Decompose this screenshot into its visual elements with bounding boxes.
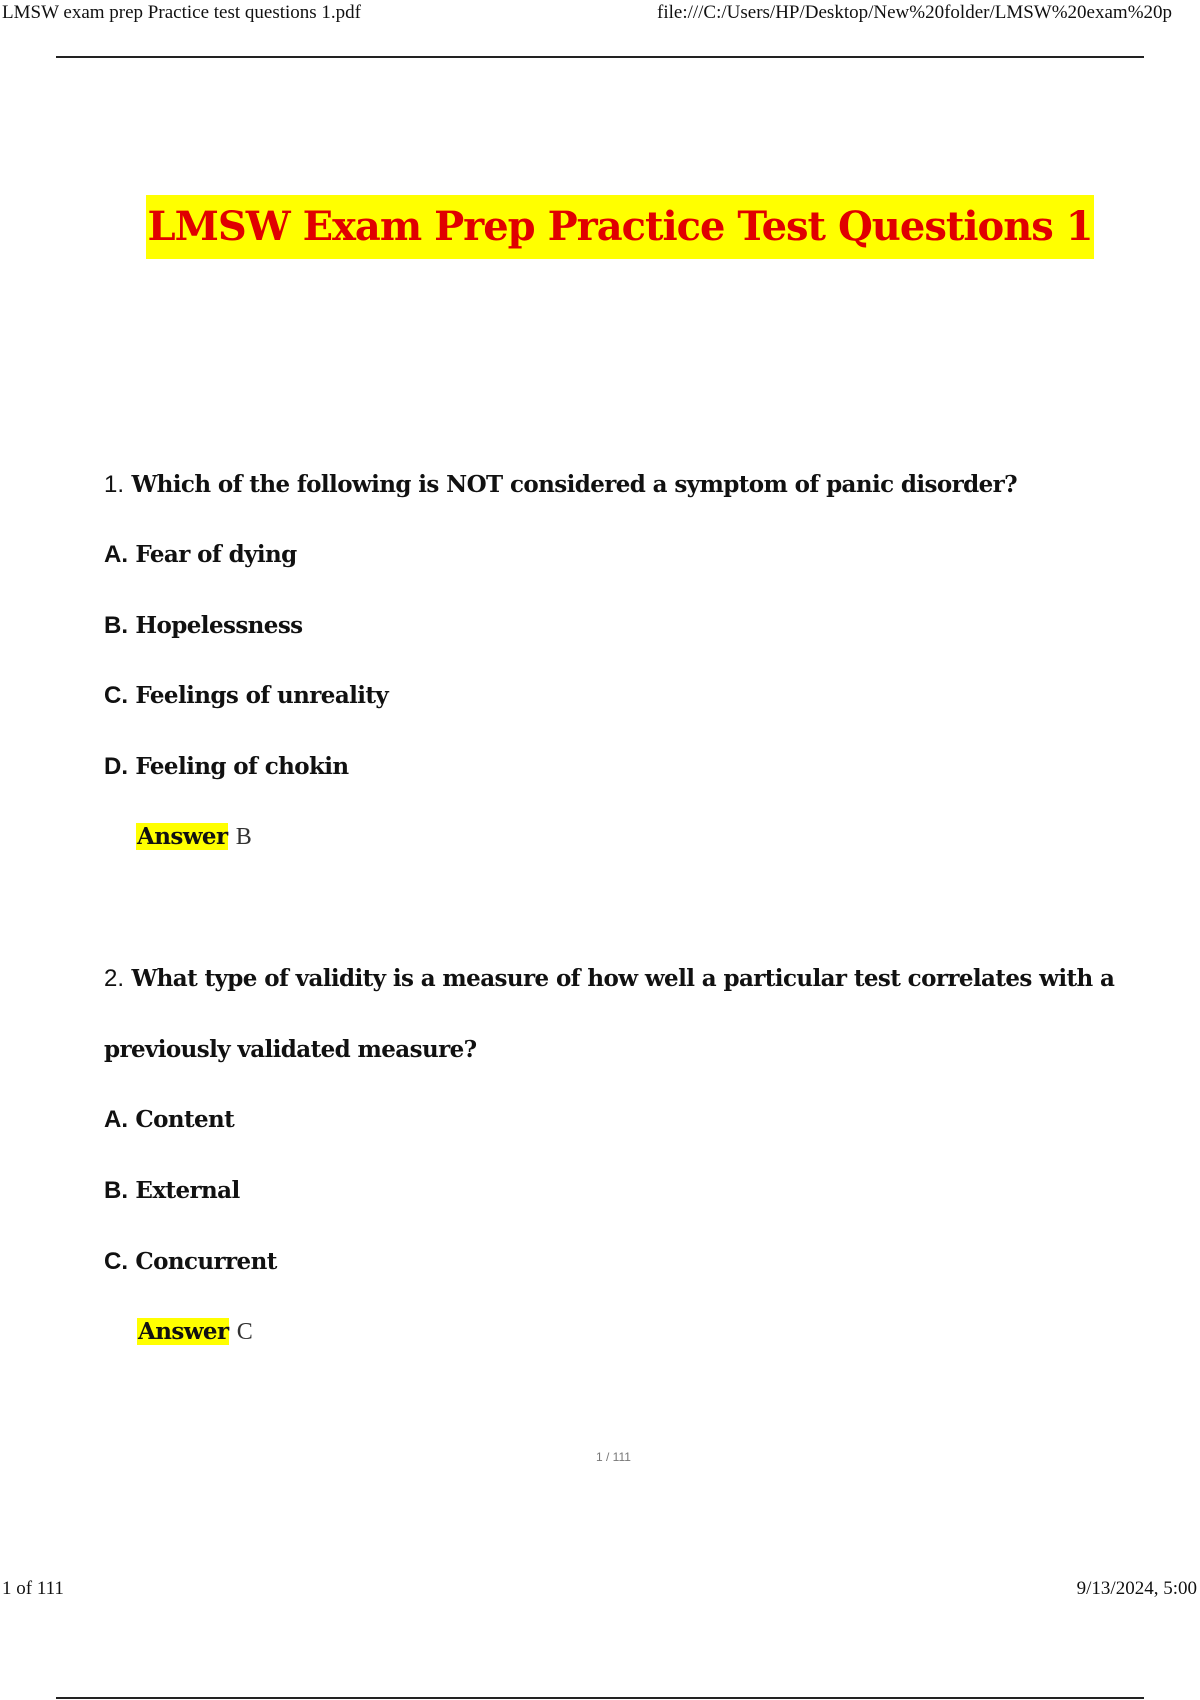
header-divider: [56, 56, 1144, 58]
question-1-answer: [136, 823, 252, 851]
question-2-answer: [137, 1318, 253, 1346]
question-2-option-a: [104, 1106, 234, 1134]
option-text: Concurrent: [135, 1248, 277, 1275]
question-2-line-2: previously validated measure?: [104, 1036, 477, 1063]
question-1-option-c: [104, 682, 388, 710]
question-1-option-d: [104, 753, 349, 781]
question-2-line-1: What type of validity is a measure of how well a particular test correlates with a: [131, 965, 1115, 992]
question-2-number: 2.: [104, 965, 125, 992]
page-indicator: 1 / 111: [596, 1450, 631, 1464]
option-letter: C.: [104, 1248, 128, 1275]
print-footer-datetime: 9/13/2024, 5:00: [1076, 1578, 1197, 1599]
option-letter: B.: [104, 612, 128, 639]
question-2-option-c: [104, 1248, 277, 1276]
document-title-container: [0, 195, 1200, 259]
question-1-line-1: Which of the following is NOT considered a symptom of panic disorder?: [131, 471, 1018, 498]
question-1-option-b: [104, 612, 303, 640]
option-text: Feeling of chokin: [135, 753, 349, 780]
question-1-number: 1.: [104, 471, 125, 498]
question-2-option-b: [104, 1177, 240, 1205]
answer-value: C: [236, 1319, 253, 1345]
option-letter: D.: [104, 753, 128, 780]
question-1-option-a: [104, 541, 297, 569]
print-footer-page-count: 1 of 111: [2, 1578, 64, 1599]
answer-value: B: [235, 824, 252, 850]
question-2-text: [104, 965, 1114, 993]
option-text: Feelings of unreality: [135, 682, 389, 709]
option-letter: C.: [104, 682, 128, 709]
option-letter: A.: [104, 541, 128, 568]
option-text: Hopelessness: [135, 612, 303, 639]
answer-label: Answer: [138, 1318, 229, 1345]
option-letter: A.: [104, 1106, 128, 1133]
question-2-text-continued: [104, 1036, 477, 1063]
option-text: Content: [135, 1106, 235, 1133]
footer-divider: [56, 1697, 1144, 1699]
option-text: Fear of dying: [135, 541, 297, 568]
option-letter: B.: [104, 1177, 128, 1204]
document-title: LMSW Exam Prep Practice Test Questions 1: [146, 195, 1093, 259]
print-header-filename: LMSW exam prep Practice test questions 1.pdf: [2, 2, 361, 23]
print-header-url: file:///C:/Users/HP/Desktop/New%20folder/LMSW%20exam%20p: [657, 2, 1173, 23]
option-text: External: [135, 1177, 240, 1204]
question-1-text: [104, 471, 1017, 499]
answer-label: Answer: [137, 823, 228, 850]
